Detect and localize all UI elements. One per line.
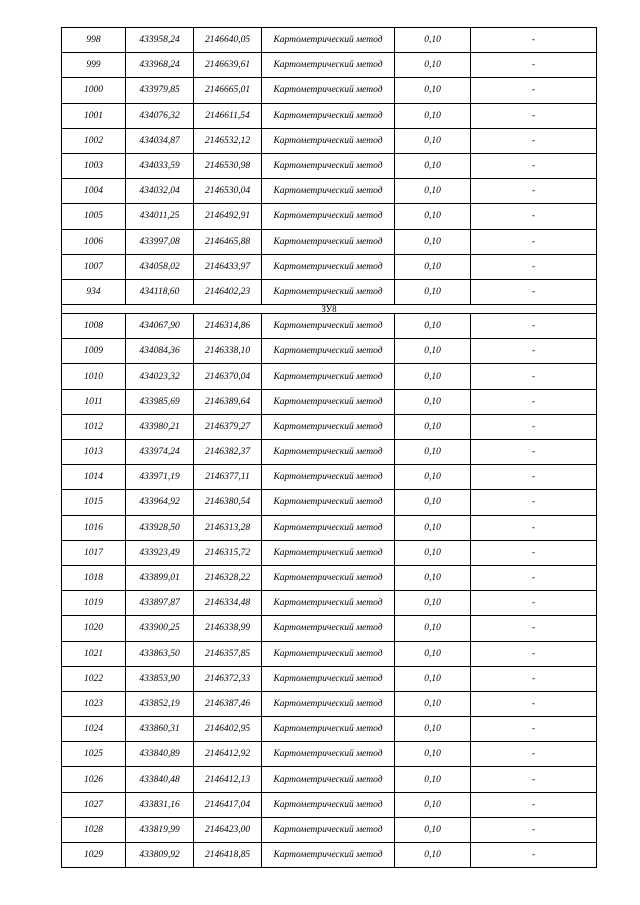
method-cell: Картометрический метод: [262, 339, 395, 364]
table-row: [62, 78, 597, 103]
table-row: [62, 440, 597, 465]
y-coordinate-cell: 2146370,04: [194, 364, 262, 389]
method-cell: Картометрический метод: [262, 364, 395, 389]
accuracy-cell: 0,10: [395, 364, 471, 389]
accuracy-cell: 0,10: [395, 128, 471, 153]
accuracy-cell: 0,10: [395, 641, 471, 666]
accuracy-cell: 0,10: [395, 616, 471, 641]
method-cell: Картометрический метод: [262, 128, 395, 153]
table-row: [62, 565, 597, 590]
description-cell: -: [471, 717, 597, 742]
x-coordinate-cell: 433958,24: [126, 28, 194, 53]
point-number-cell: 1018: [62, 565, 126, 590]
description-cell: -: [471, 666, 597, 691]
table-row: [62, 204, 597, 229]
point-number-cell: 1012: [62, 414, 126, 439]
point-number-cell: 1020: [62, 616, 126, 641]
y-coordinate-cell: 2146465,88: [194, 229, 262, 254]
accuracy-cell: 0,10: [395, 229, 471, 254]
x-coordinate-cell: 434034,87: [126, 128, 194, 153]
y-coordinate-cell: 2146412,92: [194, 742, 262, 767]
method-cell: Картометрический метод: [262, 691, 395, 716]
point-number-cell: 1004: [62, 179, 126, 204]
method-cell: Картометрический метод: [262, 229, 395, 254]
method-cell: Картометрический метод: [262, 78, 395, 103]
description-cell: -: [471, 28, 597, 53]
x-coordinate-cell: 434033,59: [126, 153, 194, 178]
method-cell: Картометрический метод: [262, 389, 395, 414]
point-number-cell: 1025: [62, 742, 126, 767]
accuracy-cell: 0,10: [395, 53, 471, 78]
point-number-cell: 999: [62, 53, 126, 78]
x-coordinate-cell: 433964,92: [126, 490, 194, 515]
x-coordinate-cell: 433968,24: [126, 53, 194, 78]
y-coordinate-cell: 2146314,86: [194, 314, 262, 339]
description-cell: -: [471, 817, 597, 842]
table-row: [62, 717, 597, 742]
accuracy-cell: 0,10: [395, 843, 471, 868]
x-coordinate-cell: 433840,48: [126, 767, 194, 792]
description-cell: -: [471, 339, 597, 364]
table-row: [62, 28, 597, 53]
x-coordinate-cell: 434032,04: [126, 179, 194, 204]
table-row: [62, 179, 597, 204]
coordinates-table-part2: [62, 314, 597, 868]
accuracy-cell: 0,10: [395, 440, 471, 465]
method-cell: Картометрический метод: [262, 103, 395, 128]
y-coordinate-cell: 2146418,85: [194, 843, 262, 868]
point-number-cell: 1019: [62, 591, 126, 616]
point-number-cell: 1017: [62, 540, 126, 565]
x-coordinate-cell: 434076,32: [126, 103, 194, 128]
y-coordinate-cell: 2146338,10: [194, 339, 262, 364]
y-coordinate-cell: 2146313,28: [194, 515, 262, 540]
point-number-cell: 1024: [62, 717, 126, 742]
x-coordinate-cell: 433974,24: [126, 440, 194, 465]
table-row: [62, 742, 597, 767]
table-row: [62, 843, 597, 868]
section-label: ЗУ8: [62, 305, 597, 314]
description-cell: -: [471, 591, 597, 616]
y-coordinate-cell: 2146402,23: [194, 279, 262, 304]
y-coordinate-cell: 2146423,00: [194, 817, 262, 842]
section-row: [62, 305, 597, 314]
y-coordinate-cell: 2146379,27: [194, 414, 262, 439]
point-number-cell: 1010: [62, 364, 126, 389]
x-coordinate-cell: 434084,36: [126, 339, 194, 364]
method-cell: Картометрический метод: [262, 279, 395, 304]
table-row: [62, 364, 597, 389]
accuracy-cell: 0,10: [395, 414, 471, 439]
point-number-cell: 934: [62, 279, 126, 304]
table-row: [62, 817, 597, 842]
point-number-cell: 1008: [62, 314, 126, 339]
point-number-cell: 1026: [62, 767, 126, 792]
description-cell: -: [471, 691, 597, 716]
method-cell: Картометрический метод: [262, 314, 395, 339]
accuracy-cell: 0,10: [395, 465, 471, 490]
y-coordinate-cell: 2146532,12: [194, 128, 262, 153]
description-cell: -: [471, 389, 597, 414]
x-coordinate-cell: 433923,49: [126, 540, 194, 565]
table-row: [62, 53, 597, 78]
y-coordinate-cell: 2146382,37: [194, 440, 262, 465]
table-row: [62, 515, 597, 540]
accuracy-cell: 0,10: [395, 204, 471, 229]
x-coordinate-cell: 434011,25: [126, 204, 194, 229]
point-number-cell: 1029: [62, 843, 126, 868]
method-cell: Картометрический метод: [262, 817, 395, 842]
x-coordinate-cell: 433809,92: [126, 843, 194, 868]
point-number-cell: 1023: [62, 691, 126, 716]
method-cell: Картометрический метод: [262, 179, 395, 204]
method-cell: Картометрический метод: [262, 767, 395, 792]
accuracy-cell: 0,10: [395, 817, 471, 842]
table-row: [62, 616, 597, 641]
x-coordinate-cell: 433997,08: [126, 229, 194, 254]
x-coordinate-cell: 433860,31: [126, 717, 194, 742]
accuracy-cell: 0,10: [395, 742, 471, 767]
y-coordinate-cell: 2146380,54: [194, 490, 262, 515]
method-cell: Картометрический метод: [262, 666, 395, 691]
accuracy-cell: 0,10: [395, 490, 471, 515]
table-row: [62, 591, 597, 616]
x-coordinate-cell: 433900,25: [126, 616, 194, 641]
section-header-group: [62, 305, 597, 314]
y-coordinate-cell: 2146530,04: [194, 179, 262, 204]
y-coordinate-cell: 2146357,85: [194, 641, 262, 666]
y-coordinate-cell: 2146665,01: [194, 78, 262, 103]
description-cell: -: [471, 465, 597, 490]
table-row: [62, 490, 597, 515]
point-number-cell: 998: [62, 28, 126, 53]
description-cell: -: [471, 490, 597, 515]
y-coordinate-cell: 2146338,99: [194, 616, 262, 641]
x-coordinate-cell: 433897,87: [126, 591, 194, 616]
x-coordinate-cell: 434023,32: [126, 364, 194, 389]
y-coordinate-cell: 2146387,46: [194, 691, 262, 716]
accuracy-cell: 0,10: [395, 78, 471, 103]
x-coordinate-cell: 433985,69: [126, 389, 194, 414]
method-cell: Картометрический метод: [262, 204, 395, 229]
method-cell: Картометрический метод: [262, 515, 395, 540]
description-cell: -: [471, 153, 597, 178]
point-number-cell: 1013: [62, 440, 126, 465]
point-number-cell: 1027: [62, 792, 126, 817]
table-row: [62, 254, 597, 279]
table-row: [62, 691, 597, 716]
point-number-cell: 1002: [62, 128, 126, 153]
method-cell: Картометрический метод: [262, 843, 395, 868]
description-cell: -: [471, 128, 597, 153]
description-cell: -: [471, 179, 597, 204]
accuracy-cell: 0,10: [395, 314, 471, 339]
description-cell: -: [471, 540, 597, 565]
method-cell: Картометрический метод: [262, 641, 395, 666]
y-coordinate-cell: 2146640,05: [194, 28, 262, 53]
method-cell: Картометрический метод: [262, 153, 395, 178]
method-cell: Картометрический метод: [262, 616, 395, 641]
accuracy-cell: 0,10: [395, 591, 471, 616]
x-coordinate-cell: 433840,89: [126, 742, 194, 767]
point-number-cell: 1006: [62, 229, 126, 254]
accuracy-cell: 0,10: [395, 691, 471, 716]
point-number-cell: 1011: [62, 389, 126, 414]
accuracy-cell: 0,10: [395, 767, 471, 792]
accuracy-cell: 0,10: [395, 179, 471, 204]
method-cell: Картометрический метод: [262, 717, 395, 742]
point-number-cell: 1021: [62, 641, 126, 666]
x-coordinate-cell: 433819,99: [126, 817, 194, 842]
method-cell: Картометрический метод: [262, 254, 395, 279]
accuracy-cell: 0,10: [395, 565, 471, 590]
x-coordinate-cell: 433899,01: [126, 565, 194, 590]
method-cell: Картометрический метод: [262, 742, 395, 767]
y-coordinate-cell: 2146639,61: [194, 53, 262, 78]
y-coordinate-cell: 2146412,13: [194, 767, 262, 792]
x-coordinate-cell: 434058,02: [126, 254, 194, 279]
accuracy-cell: 0,10: [395, 153, 471, 178]
y-coordinate-cell: 2146611,54: [194, 103, 262, 128]
description-cell: -: [471, 440, 597, 465]
table-row: [62, 414, 597, 439]
x-coordinate-cell: 434067,90: [126, 314, 194, 339]
y-coordinate-cell: 2146492,91: [194, 204, 262, 229]
description-cell: -: [471, 229, 597, 254]
accuracy-cell: 0,10: [395, 717, 471, 742]
table-row: [62, 153, 597, 178]
table-row: [62, 314, 597, 339]
description-cell: -: [471, 641, 597, 666]
method-cell: Картометрический метод: [262, 440, 395, 465]
method-cell: Картометрический метод: [262, 540, 395, 565]
table-row: [62, 279, 597, 304]
accuracy-cell: 0,10: [395, 339, 471, 364]
coordinates-table-part1: [62, 28, 597, 305]
point-number-cell: 1022: [62, 666, 126, 691]
y-coordinate-cell: 2146433,97: [194, 254, 262, 279]
description-cell: -: [471, 742, 597, 767]
table-row: [62, 229, 597, 254]
accuracy-cell: 0,10: [395, 28, 471, 53]
accuracy-cell: 0,10: [395, 103, 471, 128]
x-coordinate-cell: 433852,19: [126, 691, 194, 716]
point-number-cell: 1009: [62, 339, 126, 364]
description-cell: -: [471, 254, 597, 279]
accuracy-cell: 0,10: [395, 279, 471, 304]
x-coordinate-cell: 434118,60: [126, 279, 194, 304]
description-cell: -: [471, 279, 597, 304]
method-cell: Картометрический метод: [262, 465, 395, 490]
point-number-cell: 1001: [62, 103, 126, 128]
method-cell: Картометрический метод: [262, 414, 395, 439]
table-row: [62, 465, 597, 490]
accuracy-cell: 0,10: [395, 389, 471, 414]
y-coordinate-cell: 2146334,48: [194, 591, 262, 616]
description-cell: -: [471, 204, 597, 229]
table-row: [62, 767, 597, 792]
description-cell: -: [471, 565, 597, 590]
method-cell: Картометрический метод: [262, 53, 395, 78]
table-row: [62, 792, 597, 817]
table-row: [62, 339, 597, 364]
description-cell: -: [471, 78, 597, 103]
accuracy-cell: 0,10: [395, 666, 471, 691]
y-coordinate-cell: 2146328,22: [194, 565, 262, 590]
point-number-cell: 1003: [62, 153, 126, 178]
accuracy-cell: 0,10: [395, 792, 471, 817]
x-coordinate-cell: 433863,50: [126, 641, 194, 666]
x-coordinate-cell: 433928,50: [126, 515, 194, 540]
y-coordinate-cell: 2146377,11: [194, 465, 262, 490]
point-number-cell: 1014: [62, 465, 126, 490]
coordinates-table: [61, 27, 597, 868]
description-cell: -: [471, 414, 597, 439]
description-cell: -: [471, 103, 597, 128]
point-number-cell: 1007: [62, 254, 126, 279]
accuracy-cell: 0,10: [395, 254, 471, 279]
y-coordinate-cell: 2146389,64: [194, 389, 262, 414]
table-row: [62, 389, 597, 414]
point-number-cell: 1000: [62, 78, 126, 103]
y-coordinate-cell: 2146402,95: [194, 717, 262, 742]
x-coordinate-cell: 433971,19: [126, 465, 194, 490]
point-number-cell: 1028: [62, 817, 126, 842]
description-cell: -: [471, 843, 597, 868]
description-cell: -: [471, 515, 597, 540]
accuracy-cell: 0,10: [395, 540, 471, 565]
table-row: [62, 641, 597, 666]
table-row: [62, 666, 597, 691]
method-cell: Картометрический метод: [262, 792, 395, 817]
accuracy-cell: 0,10: [395, 515, 471, 540]
method-cell: Картометрический метод: [262, 28, 395, 53]
point-number-cell: 1015: [62, 490, 126, 515]
description-cell: -: [471, 53, 597, 78]
method-cell: Картометрический метод: [262, 490, 395, 515]
y-coordinate-cell: 2146372,33: [194, 666, 262, 691]
x-coordinate-cell: 433979,85: [126, 78, 194, 103]
point-number-cell: 1005: [62, 204, 126, 229]
x-coordinate-cell: 433980,21: [126, 414, 194, 439]
description-cell: -: [471, 792, 597, 817]
table-row: [62, 103, 597, 128]
y-coordinate-cell: 2146315,72: [194, 540, 262, 565]
description-cell: -: [471, 364, 597, 389]
y-coordinate-cell: 2146530,98: [194, 153, 262, 178]
method-cell: Картометрический метод: [262, 565, 395, 590]
point-number-cell: 1016: [62, 515, 126, 540]
x-coordinate-cell: 433853,90: [126, 666, 194, 691]
method-cell: Картометрический метод: [262, 591, 395, 616]
table-row: [62, 128, 597, 153]
y-coordinate-cell: 2146417,04: [194, 792, 262, 817]
table-row: [62, 540, 597, 565]
description-cell: -: [471, 314, 597, 339]
description-cell: -: [471, 616, 597, 641]
description-cell: -: [471, 767, 597, 792]
x-coordinate-cell: 433831,16: [126, 792, 194, 817]
